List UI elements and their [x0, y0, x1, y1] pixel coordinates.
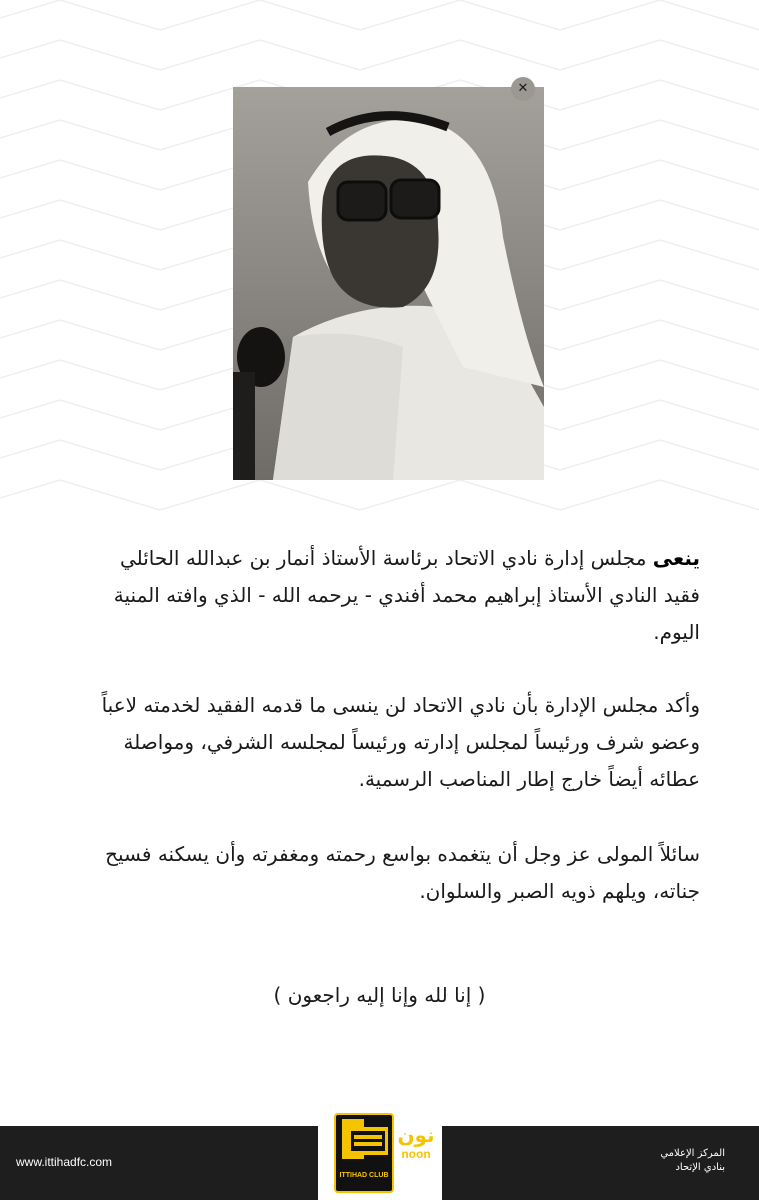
announcement-body: [95, 540, 700, 910]
media-center-line-1: المركز الإعلامي: [660, 1148, 725, 1159]
media-center-line-2: بنادي الإتحاد: [675, 1162, 725, 1173]
badge-label: ITTIHAD CLUB: [339, 1172, 389, 1179]
media-center-label: [585, 1147, 725, 1175]
closing-verse: ( إنا لله وإنا إليه راجعون ): [273, 983, 486, 1007]
close-icon[interactable]: ✕: [511, 77, 535, 101]
sponsor-logo: [396, 1123, 436, 1183]
paragraph-1-text: مجلس إدارة نادي الاتحاد برئاسة الأستاذ أنمار بن عبدالله الحائلي فقيد النادي الأستاذ إبراهيم محمد أفندي - يرحمه الله - الذي وافته المنية اليوم.: [113, 546, 700, 644]
announcement-paragraph-3: سائلاً المولى عز وجل أن يتغمده بواسع رحمته ومغفرته وأن يسكنه فسيح جناته، ويلهم ذويه الصبر والسلوان.: [105, 842, 700, 903]
announcement-paragraph-1: [95, 540, 700, 651]
lead-word: ينعى: [652, 546, 700, 570]
sponsor-latin: noon: [401, 1147, 431, 1161]
portrait-photo: [233, 87, 544, 480]
announcement-paragraph-2: وأكد مجلس الإدارة بأن نادي الاتحاد لن ينسى ما قدمه الفقيد لخدمته لاعباً وعضو شرف ورئيساً لمجلس إدارته ورئيساً لمجلسه الشرفي، ومواصلة عطائه أيضاً خارج إطار المناصب الرسمية.: [101, 693, 700, 791]
sponsor-arabic: نون: [397, 1123, 435, 1147]
website-link[interactable]: www.ittihadfc.com: [16, 1155, 113, 1169]
ittihad-club-badge-icon: [334, 1113, 394, 1193]
portrait-image: [233, 87, 544, 480]
